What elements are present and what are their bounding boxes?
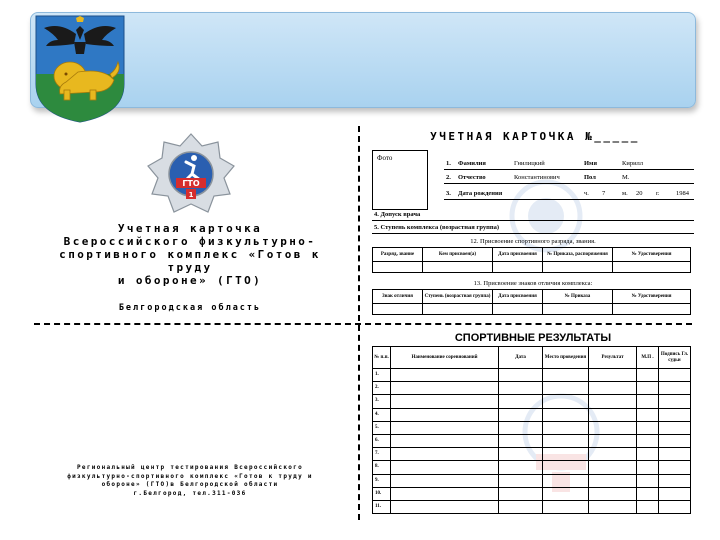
results-title: СПОРТИВНЫЕ РЕЗУЛЬТАТЫ	[454, 332, 612, 344]
distinction-badge-table: Знак отличия Ступень (возрастная группа) Дата присвоения № Приказа № Удостоверения	[372, 289, 691, 315]
patronymic-row: 2. Отчество Константинович Пол М.	[444, 172, 694, 184]
region-label: Белгородская область	[118, 303, 262, 313]
photo-box: Фото	[372, 150, 428, 210]
table-row: 5.	[373, 421, 691, 434]
card-title: УЧЕТНАЯ КАРТОЧКА №_____	[430, 130, 640, 143]
table-row: 10.	[373, 487, 691, 500]
section-13-caption: 13. Присвоение знаков отличия комплекса:	[473, 280, 593, 287]
doctor-clearance-line: 4. Допуск врача	[372, 210, 694, 221]
svg-text:1: 1	[188, 191, 194, 199]
document-page	[30, 126, 694, 520]
table-row: 9.	[373, 474, 691, 487]
birthdate-row: 3. Дата рождения ч. 7 м. 20 г. 1984	[444, 188, 694, 200]
testing-center-address: Региональный центр тестирования Всероссийского физкультурно-спортивного комплекс «Готов к труду и обороне» (ГТО)в Белгородской области г.Белгород, тел.311-036	[67, 464, 313, 497]
surname-row: 1. Фамилия Гнилицкий Имя Кирилл	[444, 158, 694, 170]
table-row: 11.	[373, 500, 691, 513]
complex-stage-line: 5. Ступень комплекса (возрастная группа)	[372, 223, 694, 234]
section-12-caption: 12. Присвоение спортивного разряда, звания.	[470, 238, 596, 245]
badge-text: ГТО	[182, 179, 200, 188]
table-row: 4.	[373, 408, 691, 421]
fold-line-vertical	[358, 126, 360, 520]
table-row: 3.	[373, 395, 691, 408]
table-row: 2.	[373, 382, 691, 395]
coat-of-arms-icon	[30, 14, 130, 124]
table-row: 8.	[373, 461, 691, 474]
table-row: 7.	[373, 448, 691, 461]
gto-badge-icon	[146, 132, 236, 216]
table-row: 1.	[373, 369, 691, 382]
sport-rank-table: Разряд, звание Кем присвоен(а) Дата присвоения № Приказа, распоряжения № Удостоверения	[372, 247, 691, 273]
record-card	[366, 126, 694, 520]
sport-results-table: № п.п. Наименование соревнований Дата Место проведения Результат М.П . Подпись Гл. судьи 1. 2. 3. 4. 5. 6. 7. 8. 9. 10. 11.	[372, 346, 691, 514]
table-row: 6.	[373, 434, 691, 447]
cover-title: Учетная карточка Всероссийского физкультурно- спортивного комплекс «Готов к труду и обороне» (ГТО)	[59, 222, 321, 287]
